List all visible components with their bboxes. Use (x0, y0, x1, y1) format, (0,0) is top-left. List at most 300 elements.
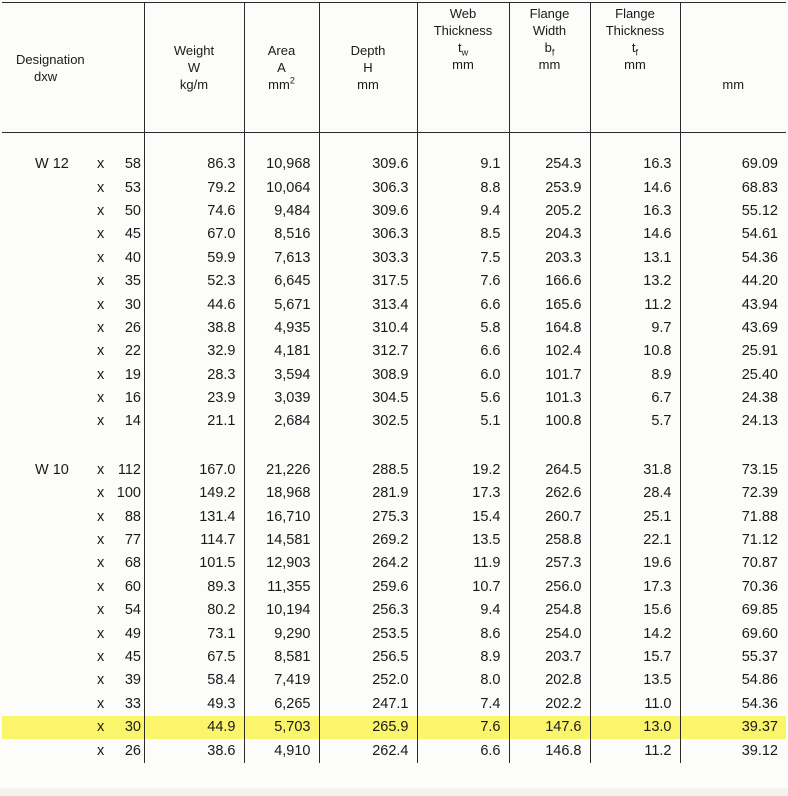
flange-width-cell: 262.6 (509, 482, 590, 505)
table-row (2, 317, 786, 340)
flange-width-cell: 146.8 (509, 739, 590, 762)
table-row (2, 459, 786, 482)
designation-cell (2, 223, 144, 246)
spacer-cell (680, 133, 786, 154)
designation-separator: x (97, 719, 105, 736)
header-web-unit: mm (452, 57, 474, 72)
designation-cell (2, 293, 144, 316)
area-cell: 8,516 (244, 223, 319, 246)
web-thickness-cell: 8.6 (417, 622, 509, 645)
area-cell: 10,194 (244, 599, 319, 622)
web-thickness-cell: 19.2 (417, 459, 509, 482)
web-thickness-cell: 7.6 (417, 270, 509, 293)
table-row (2, 669, 786, 692)
designation-weight: 26 (124, 319, 141, 336)
designation-cell (2, 387, 144, 410)
weight-cell: 58.4 (144, 669, 244, 692)
flange-width-cell: 204.3 (509, 223, 590, 246)
area-cell: 5,703 (244, 716, 319, 739)
web-thickness-cell: 8.9 (417, 646, 509, 669)
flange-thickness-cell: 15.7 (590, 646, 680, 669)
flange-thickness-cell: 14.2 (590, 622, 680, 645)
header-designation-title: Designation (16, 51, 85, 67)
designation-separator: x (97, 343, 105, 360)
header-weight-symbol: W (187, 60, 201, 75)
spacer-cell (244, 133, 319, 154)
flange-width-cell: 258.8 (509, 529, 590, 552)
designation-cell (2, 529, 144, 552)
weight-cell: 89.3 (144, 576, 244, 599)
weight-cell: 44.6 (144, 293, 244, 316)
designation-separator: x (97, 625, 105, 642)
web-thickness-cell: 17.3 (417, 482, 509, 505)
header-ft-title-2: Thickness (605, 23, 665, 38)
header-row (2, 3, 786, 133)
web-thickness-cell: 10.7 (417, 576, 509, 599)
flange-width-cell: 256.0 (509, 576, 590, 599)
spacer-cell (319, 133, 417, 154)
spacer-cell (680, 434, 786, 459)
designation-cell (2, 459, 144, 482)
flange-width-cell: 203.3 (509, 247, 590, 270)
depth-cell: 262.4 (319, 739, 417, 762)
last-column-cell: 25.40 (680, 364, 786, 387)
weight-cell: 167.0 (144, 459, 244, 482)
area-cell: 18,968 (244, 482, 319, 505)
designation-separator: x (97, 366, 105, 383)
last-column-cell: 73.15 (680, 459, 786, 482)
depth-cell: 312.7 (319, 340, 417, 363)
last-column-cell: 24.13 (680, 410, 786, 433)
depth-cell: 269.2 (319, 529, 417, 552)
web-thickness-cell: 15.4 (417, 505, 509, 528)
designation-cell (2, 505, 144, 528)
header-designation-symbol: dxw (34, 68, 58, 84)
table-row (2, 693, 786, 716)
designation-separator: x (97, 249, 105, 266)
last-column-cell: 43.94 (680, 293, 786, 316)
last-column-cell: 69.09 (680, 153, 786, 176)
depth-cell: 256.3 (319, 599, 417, 622)
area-cell: 6,265 (244, 693, 319, 716)
weight-cell: 80.2 (144, 599, 244, 622)
designation-separator: x (97, 742, 105, 759)
designation-cell (2, 200, 144, 223)
spacer-cell (2, 434, 144, 459)
flange-thickness-cell: 17.3 (590, 576, 680, 599)
flange-thickness-cell: 10.8 (590, 340, 680, 363)
flange-width-cell: 264.5 (509, 459, 590, 482)
header-ft-unit: mm (624, 57, 646, 72)
flange-thickness-cell: 13.0 (590, 716, 680, 739)
last-column-cell: 71.88 (680, 505, 786, 528)
designation-weight: 26 (124, 742, 141, 759)
area-cell: 11,355 (244, 576, 319, 599)
flange-width-cell: 101.7 (509, 364, 590, 387)
header-ft-title-1: Flange (615, 6, 655, 21)
designation-weight: 35 (124, 273, 141, 290)
last-column-cell: 70.87 (680, 552, 786, 575)
designation-separator: x (97, 508, 105, 525)
flange-thickness-cell: 11.0 (590, 693, 680, 716)
last-column-cell: 54.61 (680, 223, 786, 246)
designation-separator: x (97, 202, 105, 219)
designation-separator: x (97, 578, 105, 595)
designation-separator: x (97, 485, 105, 502)
designation-weight: 77 (124, 532, 141, 549)
designation-weight: 60 (124, 578, 141, 595)
designation-weight: 112 (117, 461, 141, 478)
designation-cell (2, 693, 144, 716)
header-area-symbol: A (277, 60, 286, 75)
last-column-cell: 68.83 (680, 176, 786, 199)
area-cell: 21,226 (244, 459, 319, 482)
designation-separator: x (97, 532, 105, 549)
flange-thickness-cell: 25.1 (590, 505, 680, 528)
area-cell: 3,039 (244, 387, 319, 410)
depth-cell: 302.5 (319, 410, 417, 433)
designation-weight: 45 (124, 649, 141, 665)
last-column-cell: 54.36 (680, 247, 786, 270)
web-thickness-cell: 6.6 (417, 293, 509, 316)
weight-cell: 52.3 (144, 270, 244, 293)
designation-cell (2, 247, 144, 270)
table-row (2, 293, 786, 316)
header-designation (2, 3, 144, 133)
flange-width-cell: 203.7 (509, 646, 590, 669)
web-thickness-cell: 9.1 (417, 153, 509, 176)
weight-cell: 114.7 (144, 529, 244, 552)
designation-weight: 14 (124, 413, 141, 430)
designation-weight: 33 (124, 695, 141, 712)
flange-width-cell: 164.8 (509, 317, 590, 340)
designation-cell (2, 552, 144, 575)
flange-width-cell: 101.3 (509, 387, 590, 410)
table-row (2, 739, 786, 762)
table-row (2, 646, 786, 669)
spacer-cell (417, 434, 509, 459)
designation-series: W 12 (35, 156, 69, 173)
weight-cell: 38.6 (144, 739, 244, 762)
flange-width-cell: 254.0 (509, 622, 590, 645)
depth-cell: 265.9 (319, 716, 417, 739)
flange-thickness-cell: 13.1 (590, 247, 680, 270)
header-last-unit: mm (722, 77, 745, 92)
area-cell: 4,181 (244, 340, 319, 363)
weight-cell: 67.0 (144, 223, 244, 246)
last-column-cell: 39.37 (680, 716, 786, 739)
flange-width-cell: 260.7 (509, 505, 590, 528)
header-flange-thickness (590, 3, 680, 133)
table-row (2, 716, 786, 739)
designation-cell (2, 716, 144, 739)
flange-thickness-cell: 28.4 (590, 482, 680, 505)
weight-cell: 86.3 (144, 153, 244, 176)
weight-cell: 101.5 (144, 552, 244, 575)
table-row (2, 622, 786, 645)
depth-cell: 303.3 (319, 247, 417, 270)
table-row (2, 482, 786, 505)
group-spacer (2, 133, 786, 154)
area-cell: 9,290 (244, 622, 319, 645)
header-web-symbol-text: t (457, 40, 462, 55)
area-cell: 14,581 (244, 529, 319, 552)
designation-weight: 40 (124, 249, 141, 266)
designation-separator: x (97, 555, 105, 572)
web-thickness-cell: 7.5 (417, 247, 509, 270)
web-thickness-cell: 8.5 (417, 223, 509, 246)
table-row (2, 552, 786, 575)
designation-cell (2, 270, 144, 293)
designation-weight: 58 (124, 156, 141, 173)
spacer-cell (319, 434, 417, 459)
designation-separator: x (97, 695, 105, 712)
designation-separator: x (97, 649, 105, 665)
table-row (2, 340, 786, 363)
flange-thickness-cell: 6.7 (590, 387, 680, 410)
depth-cell: 306.3 (319, 223, 417, 246)
last-column-cell: 39.12 (680, 739, 786, 762)
flange-thickness-cell: 8.9 (590, 364, 680, 387)
designation-weight: 53 (124, 179, 141, 196)
designation-cell (2, 176, 144, 199)
designation-weight: 100 (116, 485, 141, 502)
table-row (2, 576, 786, 599)
header-fw-title-2: Width (532, 23, 567, 38)
last-column-cell: 44.20 (680, 270, 786, 293)
header-web-symbol (418, 39, 509, 56)
depth-cell: 264.2 (319, 552, 417, 575)
depth-cell: 306.3 (319, 176, 417, 199)
designation-weight: 30 (124, 296, 141, 313)
flange-width-cell: 147.6 (509, 716, 590, 739)
spacer-cell (244, 434, 319, 459)
designation-weight: 30 (124, 719, 141, 736)
steel-section-table (2, 2, 786, 763)
header-flange-width (509, 3, 590, 133)
designation-separator: x (97, 179, 105, 196)
spacer-cell (590, 434, 680, 459)
web-thickness-cell: 5.8 (417, 317, 509, 340)
flange-thickness-cell: 16.3 (590, 200, 680, 223)
designation-weight: 54 (124, 602, 141, 619)
designation-cell (2, 340, 144, 363)
header-depth-symbol: H (363, 60, 373, 75)
last-column-cell: 71.12 (680, 529, 786, 552)
table-row (2, 364, 786, 387)
designation-cell (2, 646, 144, 669)
table-row (2, 200, 786, 223)
weight-cell: 79.2 (144, 176, 244, 199)
header-fw-unit: mm (538, 57, 561, 72)
depth-cell: 253.5 (319, 622, 417, 645)
weight-cell: 32.9 (144, 340, 244, 363)
area-cell: 6,645 (244, 270, 319, 293)
header-web-symbol-sub: w (461, 47, 469, 58)
table-row (2, 505, 786, 528)
designation-cell (2, 153, 144, 176)
designation-separator: x (97, 319, 105, 336)
designation-weight: 68 (124, 555, 141, 572)
flange-width-cell: 253.9 (509, 176, 590, 199)
weight-cell: 23.9 (144, 387, 244, 410)
table-row (2, 387, 786, 410)
header-area-unit-text: mm (268, 77, 290, 92)
flange-thickness-cell: 15.6 (590, 599, 680, 622)
flange-thickness-cell: 31.8 (590, 459, 680, 482)
designation-cell (2, 669, 144, 692)
header-area-unit-sup: 2 (289, 75, 295, 86)
web-thickness-cell: 8.0 (417, 669, 509, 692)
area-cell: 2,684 (244, 410, 319, 433)
header-fw-symbol (510, 39, 590, 56)
depth-cell: 256.5 (319, 646, 417, 669)
header-depth-unit: mm (357, 77, 379, 92)
area-cell: 3,594 (244, 364, 319, 387)
flange-thickness-cell: 13.5 (590, 669, 680, 692)
area-cell: 16,710 (244, 505, 319, 528)
weight-cell: 73.1 (144, 622, 244, 645)
last-column-cell: 55.37 (680, 646, 786, 669)
header-weight-title: Weight (173, 43, 215, 58)
designation-separator: x (97, 226, 105, 243)
table-body (2, 133, 786, 763)
designation-cell (2, 599, 144, 622)
flange-width-cell: 205.2 (509, 200, 590, 223)
designation-cell (2, 622, 144, 645)
designation-separator: x (97, 273, 105, 290)
flange-thickness-cell: 16.3 (590, 153, 680, 176)
designation-weight: 45 (124, 226, 141, 243)
designation-separator: x (97, 390, 105, 407)
spacer-cell (144, 133, 244, 154)
flange-thickness-cell: 11.2 (590, 293, 680, 316)
depth-cell: 281.9 (319, 482, 417, 505)
flange-thickness-cell: 14.6 (590, 176, 680, 199)
depth-cell: 259.6 (319, 576, 417, 599)
area-cell: 4,935 (244, 317, 319, 340)
area-cell: 10,064 (244, 176, 319, 199)
designation-series: W 10 (35, 461, 69, 478)
page-bottom-edge (0, 788, 788, 796)
area-cell: 4,910 (244, 739, 319, 762)
weight-cell: 67.5 (144, 646, 244, 669)
last-column-cell: 24.38 (680, 387, 786, 410)
last-column-cell: 25.91 (680, 340, 786, 363)
flange-thickness-cell: 19.6 (590, 552, 680, 575)
web-thickness-cell: 6.6 (417, 340, 509, 363)
header-web-title-1: Web (449, 6, 477, 21)
header-ft-symbol (591, 39, 680, 56)
weight-cell: 131.4 (144, 505, 244, 528)
depth-cell: 308.9 (319, 364, 417, 387)
header-area-unit (245, 76, 319, 93)
group-spacer (2, 434, 786, 459)
flange-width-cell: 102.4 (509, 340, 590, 363)
designation-separator: x (97, 413, 105, 430)
depth-cell: 309.6 (319, 153, 417, 176)
designation-separator: x (97, 602, 105, 619)
header-ft-symbol-text: t (631, 40, 636, 55)
last-column-cell: 54.86 (680, 669, 786, 692)
web-thickness-cell: 9.4 (417, 200, 509, 223)
weight-cell: 44.9 (144, 716, 244, 739)
header-depth (319, 3, 417, 133)
table-row (2, 247, 786, 270)
area-cell: 7,613 (244, 247, 319, 270)
table-row (2, 223, 786, 246)
depth-cell: 313.4 (319, 293, 417, 316)
depth-cell: 288.5 (319, 459, 417, 482)
header-fw-symbol-sub: f (551, 47, 555, 58)
header-weight (144, 3, 244, 133)
table-row (2, 599, 786, 622)
web-thickness-cell: 7.4 (417, 693, 509, 716)
last-column-cell: 72.39 (680, 482, 786, 505)
flange-width-cell: 202.8 (509, 669, 590, 692)
web-thickness-cell: 8.8 (417, 176, 509, 199)
header-depth-title: Depth (350, 43, 386, 58)
area-cell: 8,581 (244, 646, 319, 669)
header-area-title: Area (267, 43, 296, 58)
designation-separator: x (97, 461, 105, 478)
web-thickness-cell: 9.4 (417, 599, 509, 622)
last-column-cell: 54.36 (680, 693, 786, 716)
designation-cell (2, 482, 144, 505)
depth-cell: 252.0 (319, 669, 417, 692)
spacer-cell (590, 133, 680, 154)
area-cell: 12,903 (244, 552, 319, 575)
header-web-thickness (417, 3, 509, 133)
designation-separator: x (97, 672, 105, 689)
designation-weight: 16 (124, 390, 141, 407)
web-thickness-cell: 6.0 (417, 364, 509, 387)
header-fw-symbol-text: b (544, 40, 552, 55)
web-thickness-cell: 5.6 (417, 387, 509, 410)
area-cell: 7,419 (244, 669, 319, 692)
area-cell: 10,968 (244, 153, 319, 176)
flange-thickness-cell: 11.2 (590, 739, 680, 762)
designation-cell (2, 410, 144, 433)
last-column-cell: 69.60 (680, 622, 786, 645)
designation-cell (2, 739, 144, 762)
flange-width-cell: 165.6 (509, 293, 590, 316)
flange-thickness-cell: 9.7 (590, 317, 680, 340)
last-column-cell: 55.12 (680, 200, 786, 223)
web-thickness-cell: 13.5 (417, 529, 509, 552)
designation-weight: 22 (124, 343, 141, 360)
table-row (2, 153, 786, 176)
spacer-cell (509, 133, 590, 154)
weight-cell: 49.3 (144, 693, 244, 716)
web-thickness-cell: 5.1 (417, 410, 509, 433)
web-thickness-cell: 7.6 (417, 716, 509, 739)
designation-weight: 19 (124, 366, 141, 383)
table-row (2, 270, 786, 293)
last-column-cell: 43.69 (680, 317, 786, 340)
depth-cell: 317.5 (319, 270, 417, 293)
depth-cell: 304.5 (319, 387, 417, 410)
last-column-cell: 69.85 (680, 599, 786, 622)
flange-width-cell: 254.8 (509, 599, 590, 622)
flange-thickness-cell: 5.7 (590, 410, 680, 433)
designation-weight: 50 (124, 202, 141, 219)
depth-cell: 275.3 (319, 505, 417, 528)
designation-weight: 39 (124, 672, 141, 689)
header-ft-symbol-sub: f (635, 47, 639, 58)
spacer-cell (509, 434, 590, 459)
weight-cell: 38.8 (144, 317, 244, 340)
